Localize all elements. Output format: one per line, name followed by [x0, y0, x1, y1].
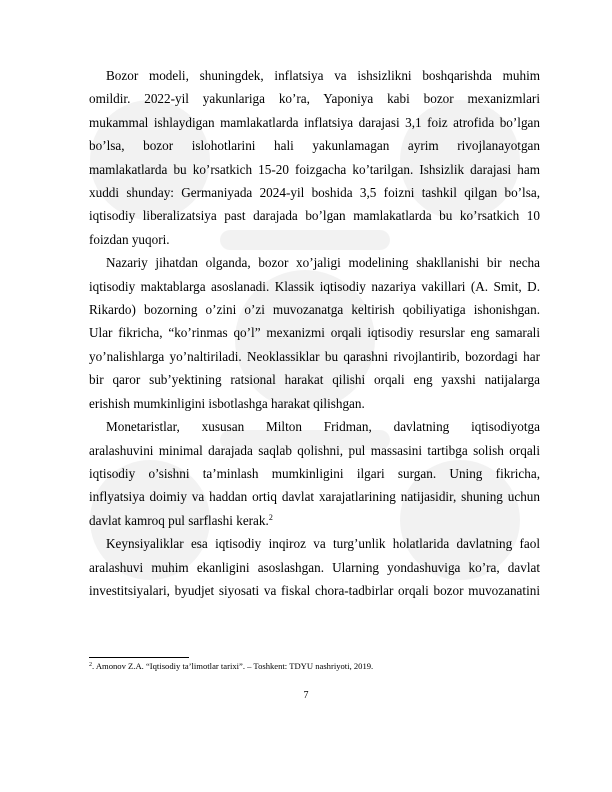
text-line: aralashuvi muhim ekanligini asoslashgan. Ularning yondashuviga ko’ra, davlat [89, 559, 540, 575]
text-line: mukammal ishlaydigan mamlakatlarda inflatsiya darajasi 3,1 foiz atrofida bo’lgan [89, 114, 540, 130]
paragraph-market-model [89, 64, 540, 251]
text-line: inflyatsiya doimiy va haddan ortiq davlat xarajatlarining natijasidir, shuning uchun [89, 489, 540, 505]
footnote [89, 660, 373, 672]
text-line: aralashuvini minimal darajada saqlab qolishni, pul massasini tartibga solish orqali [89, 442, 540, 458]
footnote-mark: 2 [89, 662, 92, 668]
text-line: iqtisodiy maktablarga asoslanadi. Klassik iqtisodiy nazariya vakillari (A. Smit, D. [89, 278, 540, 294]
text-line: Nazariy jihatdan olganda, bozor xo’jaligi modelining shakllanishi bir necha [106, 255, 540, 271]
text-line: mamlakatlarda bu ko’rsatkich 15-20 foizgacha ko’tarilgan. Ishsizlik darajasi ham [89, 161, 540, 177]
footnote-text: . Amonov Z.A. “Iqtisodiy ta’limotlar tarixi”. – Toshkent: TDYU nashriyoti, 2019. [92, 661, 374, 671]
text-line: bo’lsa, bozor islohotlarini hali yakunlamagan ayrim rivojlanayotgan [89, 138, 540, 154]
text-line [89, 509, 540, 532]
text-line: iqtisodiy liberalizatsiya past darajada bo’lgan mamlakatlarda bu ko’rsatkich 10 [89, 208, 540, 224]
footnote-separator [89, 657, 189, 658]
paragraph-keynesians [89, 532, 540, 602]
text-line: omildir. 2022-yil yakunlariga ko’ra, Yaponiya kabi bozor mexanizmlari [89, 91, 540, 107]
text-line: investitsiyalari, byudjet siyosati va fiskal chora-tadbirlar orqali bozor muvozanatini [89, 582, 540, 598]
text-line: Ular fikricha, “ko’rinmas qo’l” mexanizmi orqali iqtisodiy resurslar eng samarali [89, 325, 540, 341]
text-line: Rikardo) bozorning o’zini o’zi muvozanatga keltirish qobiliyatiga ishonishgan. [89, 302, 540, 318]
text-line: iqtisodiy o’sishni ta’minlash mumkinligini ilgari surgan. Uning fikricha, [89, 465, 540, 481]
text-line-content: davlat kamroq pul sarflashi kerak. [89, 512, 269, 528]
text-line: foizdan yuqori. [89, 231, 170, 247]
text-line: erishish mumkinligini isbotlashga harakat qilishgan. [89, 395, 365, 411]
text-line: Monetaristlar, xususan Milton Fridman, davlatning iqtisodiyotga [106, 419, 540, 435]
paragraph-monetarists [89, 415, 540, 532]
text-line: xuddi shunday: Germaniyada 2024-yil boshida 3,5 foizni tashkil qilgan bo’lsa, [89, 185, 540, 201]
page-number: 7 [303, 690, 309, 701]
paragraph-theoretical-schools [89, 251, 540, 415]
text-line: Bozor modeli, shuningdek, inflatsiya va ishsizlikni boshqarishda muhim [106, 68, 540, 83]
document-body [89, 64, 540, 602]
text-line: bir qaror sub’yektining ratsional harakat qilishi orqali eng yaxshi natijalarga [89, 372, 540, 388]
text-line: yo’nalishlarga yo’naltiriladi. Neoklassiklar bu qarashni rivojlantirib, bozordagi har [89, 348, 540, 364]
text-line: Keynsiyaliklar esa iqtisodiy inqiroz va turg’unlik holatlarida davlatning faol [106, 536, 540, 552]
footnote-reference[interactable]: 2 [268, 512, 273, 522]
